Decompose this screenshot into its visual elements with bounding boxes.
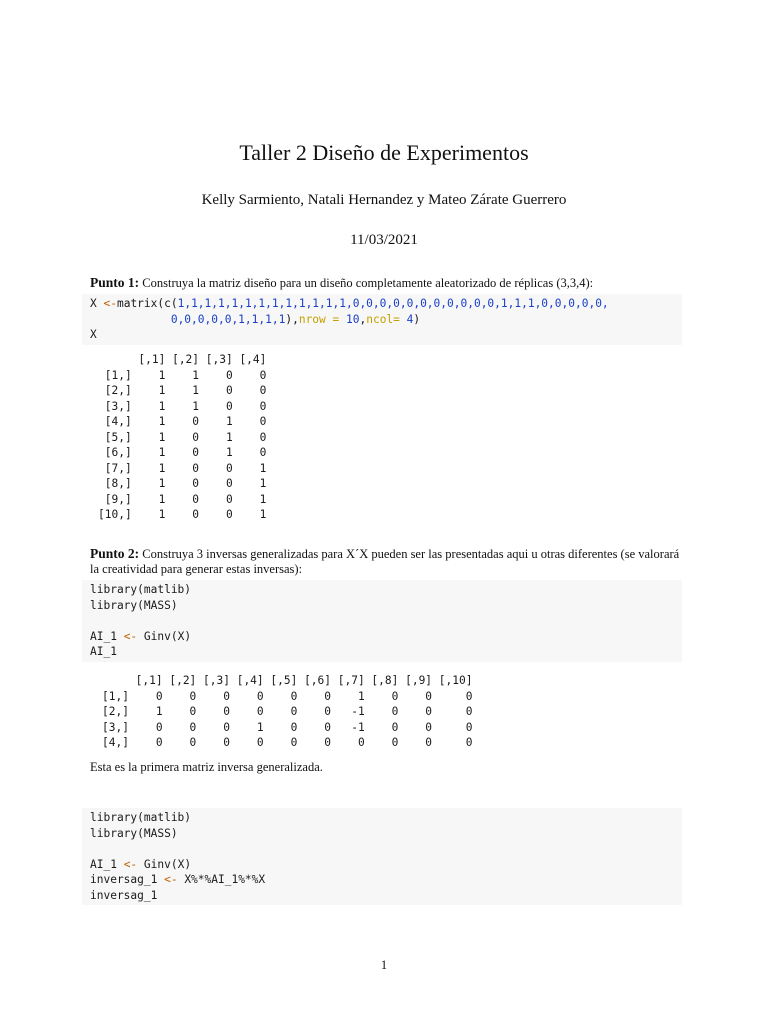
punto-2-paragraph [90, 546, 682, 577]
code-line: library(matlib) [90, 811, 192, 824]
output-row: [4,] 1 0 1 0 [98, 415, 267, 428]
output-row: [4,] 0 0 0 0 0 0 0 0 0 0 [102, 736, 473, 749]
output-row: [7,] 1 0 0 1 [98, 461, 267, 475]
document-authors: Kelly Sarmiento, Natali Hernandez y Mateo Zárate Guerrero [201, 192, 567, 208]
code-block-2 [82, 580, 682, 662]
code-line: AI_1 <- Ginv(X) [90, 857, 192, 871]
punto-1-label: Punto 1: [90, 275, 140, 290]
output-matrix-x [98, 352, 266, 523]
output-row: [6,] 1 0 1 0 [98, 446, 267, 459]
code-line: inversag_1 <- X%*%AI_1%*%X [90, 873, 266, 886]
code-line: X <-matrix(c(1,1,1,1,1,1,1,1,1,1,1,1,1,0,0,0,0,0,0,0,0,0,0,0,1,1,1,0,0,0,0,0, [90, 297, 609, 310]
punto-1-text: Construya la matriz diseño para un diseño completamente aleatorizado de réplicas (3,3,4): [142, 276, 594, 290]
note-paragraph: Esta es la primera matriz inversa generalizada. [90, 760, 323, 774]
output-row: [9,] 1 0 0 1 [98, 492, 267, 506]
code-line: library(MASS) [90, 826, 178, 840]
output-row: [10,] 1 0 0 1 [98, 508, 267, 521]
punto-1-paragraph [90, 275, 682, 291]
code-line [90, 613, 674, 629]
page-number: 1 [380, 958, 388, 972]
output-row: [1,] 1 1 0 0 [98, 368, 267, 382]
code-line: library(MASS) [90, 598, 178, 612]
output-header: [,1] [,2] [,3] [,4] [,5] [,6] [,7] [,8] [,9] [,10] [102, 674, 473, 687]
output-row: [8,] 1 0 0 1 [98, 477, 267, 490]
document-title: Taller 2 Diseño de Experimentos [239, 140, 529, 165]
code-line: library(matlib) [90, 583, 192, 596]
output-header: [,1] [,2] [,3] [,4] [98, 353, 267, 366]
code-block-3 [82, 808, 682, 905]
code-line: X [90, 328, 97, 341]
code-line: AI_1 [90, 645, 117, 658]
document-date: 11/03/2021 [350, 232, 418, 248]
code-line: AI_1 <- Ginv(X) [90, 629, 192, 643]
punto-2-label: Punto 2: [90, 546, 140, 561]
output-row: [5,] 1 0 1 0 [98, 430, 267, 444]
code-line: 0,0,0,0,0,1,1,1,1),nrow = 10,ncol= 4) [170, 312, 421, 326]
output-row: [3,] 1 1 0 0 [98, 399, 267, 413]
punto-2-text: Construya 3 inversas generalizadas para X´X pueden ser las presentadas aqui u otras diferentes (se valorará la creatividad para generar estas inversas): [90, 547, 680, 576]
output-row: [1,] 0 0 0 0 0 0 1 0 0 0 [102, 689, 473, 703]
output-row: [2,] 1 1 0 0 [98, 384, 267, 397]
output-row: [3,] 0 0 0 1 0 0 -1 0 0 0 [102, 720, 473, 734]
code-block-1 [82, 294, 682, 345]
output-ai-1 [102, 673, 472, 751]
output-row: [2,] 1 0 0 0 0 0 -1 0 0 0 [102, 705, 473, 718]
code-line: inversag_1 [90, 888, 158, 902]
code-line [90, 841, 674, 857]
